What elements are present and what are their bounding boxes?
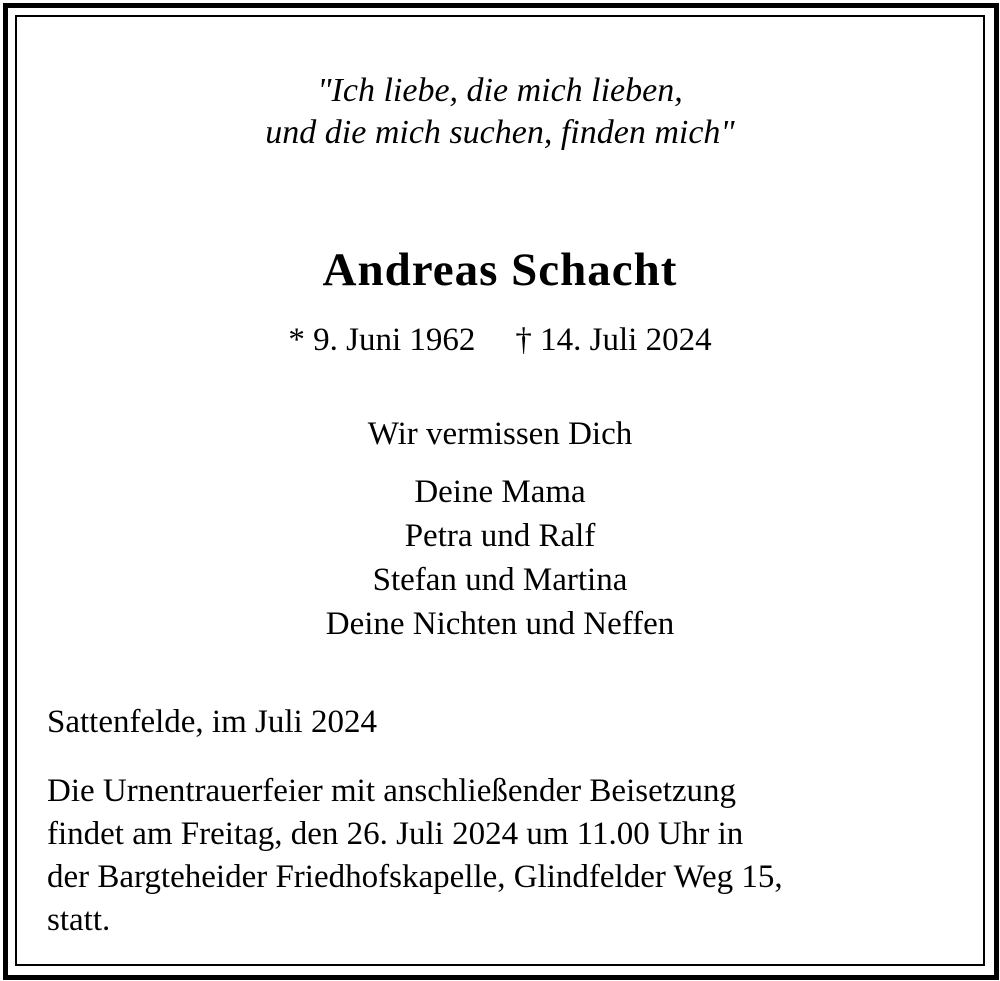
deceased-name: Andreas Schacht	[322, 244, 678, 296]
message-line: Wir vermissen Dich	[367, 416, 633, 452]
ceremony-line-3: der Bargteheider Friedhofskapelle, Glindfelder Weg 15,	[47, 859, 783, 895]
mourner-item: Deine Nichten und Neffen	[325, 606, 675, 642]
mourner-item: Deine Mama	[414, 474, 586, 510]
mourner-item: Petra und Ralf	[404, 518, 596, 554]
mourner-item: Stefan und Martina	[372, 562, 628, 598]
ceremony-notice	[47, 770, 947, 942]
birth-date: * 9. Juni 1962	[288, 322, 476, 358]
ceremony-line-2: findet am Freitag, den 26. Juli 2024 um 11.00 Uhr in	[47, 816, 744, 852]
quote-line-2: und die mich suchen, finden mich"	[265, 114, 735, 151]
ceremony-line-4: statt.	[47, 902, 111, 938]
mourners-list	[0, 470, 1000, 646]
epitaph-quote	[0, 70, 1000, 154]
life-dates	[0, 318, 1000, 362]
death-date: † 14. Juli 2024	[515, 322, 712, 358]
quote-line-1: "Ich liebe, die mich lieben,	[317, 72, 683, 109]
ceremony-line-1: Die Urnentrauerfeier mit anschließender Beisetzung	[47, 773, 737, 809]
place-date: Sattenfelde, im Juli 2024	[47, 704, 377, 740]
